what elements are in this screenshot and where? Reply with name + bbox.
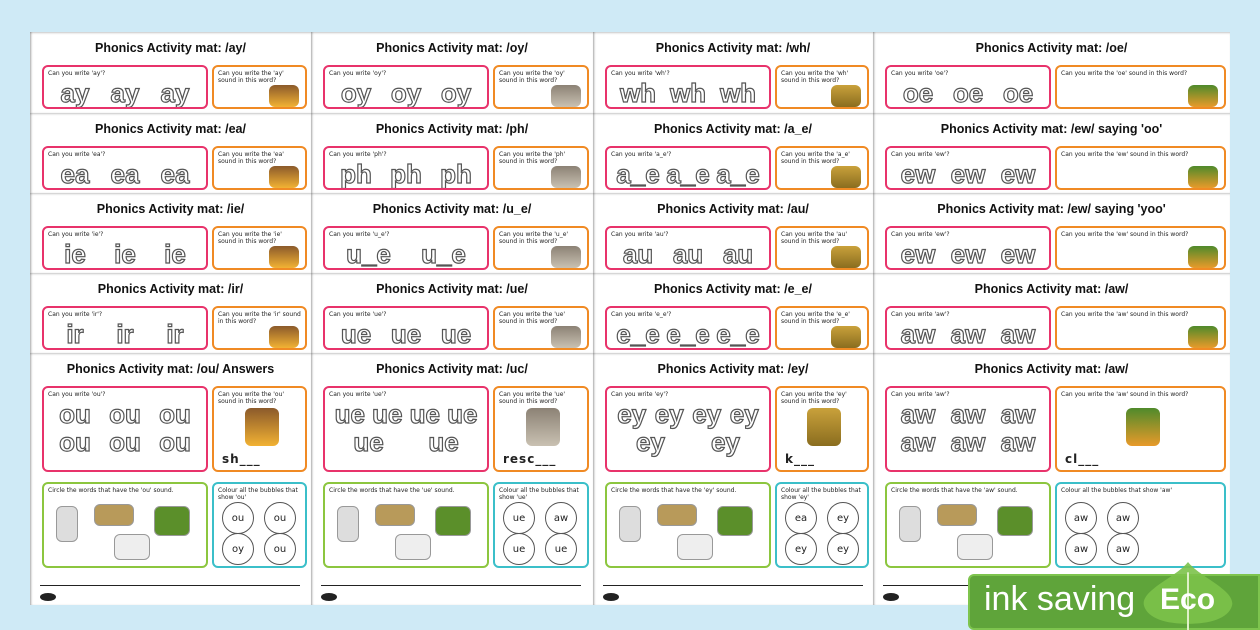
word-prompt: Can you write the 'ea' sound in this word?	[218, 151, 284, 165]
tracing-letter: oy	[440, 78, 472, 108]
tracing-letter: ew	[900, 239, 936, 269]
tracing-letter: oe	[1002, 78, 1034, 108]
write-word-box	[493, 386, 589, 472]
activity-mat-sheet[interactable]	[30, 273, 311, 353]
sheet-title: Phonics Activity mat: /ay/	[95, 41, 246, 55]
tracing-letter: oy	[340, 78, 372, 108]
sound-bubble[interactable]: ey	[827, 502, 859, 534]
sound-bubble[interactable]: ea	[785, 502, 817, 534]
activity-picture-icon	[937, 504, 977, 526]
word-picture-icon	[831, 326, 861, 348]
sheet-title: Phonics Activity mat: /a_e/	[654, 122, 812, 136]
write-letters-box	[323, 306, 489, 350]
tracing-letter: ey	[692, 399, 722, 429]
tracing-letter: ue	[447, 399, 478, 429]
write-word-box	[493, 146, 589, 190]
sound-bubble[interactable]: ue	[503, 533, 535, 565]
sound-bubble[interactable]: ou	[264, 533, 296, 565]
tracing-letter: ie	[64, 239, 86, 269]
activity-mat-sheet[interactable]	[311, 32, 593, 113]
word-picture-icon	[269, 326, 299, 348]
word-hint: sh___	[222, 452, 261, 466]
tracing-letter: a_e	[616, 159, 660, 189]
write-letters-box	[605, 226, 771, 270]
footer-line	[603, 585, 863, 586]
write-prompt: Can you write 'aw'?	[891, 391, 950, 398]
write-word-box	[212, 146, 307, 190]
tracing-letter: ey	[636, 427, 665, 457]
activity-picture-icon	[957, 534, 993, 560]
tracing-letter: au	[722, 239, 754, 269]
word-picture-icon	[1188, 246, 1218, 268]
write-prompt: Can you write 'ph'?	[329, 151, 387, 158]
write-letters-box	[42, 226, 208, 270]
write-word-box	[212, 306, 307, 350]
activity-picture-icon	[899, 506, 921, 542]
word-prompt: Can you write the 'ou' sound in this word?	[218, 391, 285, 405]
tracing-letter: oe	[952, 78, 984, 108]
word-picture-icon	[1126, 408, 1160, 446]
write-letters-box	[885, 146, 1051, 190]
activity-mat-sheet[interactable]	[593, 353, 873, 605]
write-prompt: Can you write 'ay'?	[48, 70, 106, 77]
tracing-letter: ey	[617, 399, 647, 429]
tracing-letters	[613, 320, 763, 348]
sound-bubble[interactable]: ou	[264, 502, 296, 534]
write-word-box	[1055, 146, 1226, 190]
tracing-letters	[893, 400, 1043, 456]
write-word-box	[212, 386, 307, 472]
activity-mat-sheet[interactable]	[593, 193, 873, 273]
tracing-letter: ie	[164, 239, 186, 269]
write-word-box	[1055, 65, 1226, 109]
colour-bubbles-box	[212, 482, 307, 568]
tracing-letter: ue	[390, 319, 422, 349]
write-prompt: Can you write 'e_e'?	[611, 311, 672, 318]
activity-picture-icon	[395, 534, 431, 560]
tracing-letter: ir	[166, 319, 184, 349]
tracing-letter: ir	[116, 319, 134, 349]
write-prompt: Can you write 'ew'?	[891, 151, 950, 158]
tracing-letter: au	[672, 239, 704, 269]
word-prompt: Can you write the 'oy' sound in this word?	[499, 70, 565, 84]
circle-words-box	[885, 482, 1051, 568]
tracing-letter: aw	[900, 319, 936, 349]
sound-bubble[interactable]: ey	[785, 533, 817, 565]
word-picture-icon	[269, 166, 299, 188]
activity-mat-sheet[interactable]	[873, 32, 1230, 113]
tracing-letter: ue	[372, 399, 403, 429]
write-prompt: Can you write 'ue'?	[329, 311, 387, 318]
write-word-box	[775, 146, 869, 190]
activity-mat-sheet[interactable]	[593, 113, 873, 193]
tracing-letter: aw	[950, 427, 986, 457]
activity-mat-sheet[interactable]	[311, 353, 593, 605]
tracing-letters	[893, 320, 1043, 348]
write-prompt: Can you write 'ie'?	[48, 231, 104, 238]
word-prompt: Can you write the 'ew' sound in this word?	[1061, 151, 1189, 158]
tracing-letter: ey	[654, 399, 684, 429]
tracing-letter: aw	[1000, 319, 1036, 349]
write-letters-box	[605, 65, 771, 109]
sound-bubble[interactable]: ue	[545, 533, 577, 565]
word-picture-icon	[551, 166, 581, 188]
tracing-letter: ew	[1000, 239, 1036, 269]
write-prompt: Can you write 'ey'?	[611, 391, 669, 398]
word-prompt: Can you write the 'au' sound in this word?	[781, 231, 848, 245]
write-letters-box	[323, 386, 489, 472]
word-picture-icon	[551, 85, 581, 107]
sheet-title: Phonics Activity mat: /ir/	[97, 282, 244, 296]
sheet-title: Phonics Activity mat: /aw/	[974, 362, 1129, 376]
word-picture-icon	[269, 85, 299, 107]
word-picture-icon	[526, 408, 560, 446]
circle-words-box	[323, 482, 489, 568]
bubble-prompt: Colour all the bubbles that show 'ey'	[781, 487, 861, 501]
tracing-letter: ey	[729, 399, 759, 429]
write-prompt: Can you write 'a_e'?	[611, 151, 672, 158]
tracing-letter: ea	[110, 159, 140, 189]
tracing-letter: ea	[60, 159, 90, 189]
word-picture-icon	[551, 246, 581, 268]
tracing-letter: ph	[340, 159, 372, 189]
tracing-letter: ue	[440, 319, 472, 349]
bubble-prompt: Colour all the bubbles that show 'ou'	[218, 487, 298, 501]
sheet-title: Phonics Activity mat: /uc/	[376, 362, 528, 376]
word-prompt: Can you write the 'aw' sound in this word?	[1061, 391, 1189, 398]
sheet-title: Phonics Activity mat: /ie/	[96, 202, 245, 216]
tracing-letter: ue	[334, 399, 365, 429]
write-letters-box	[42, 65, 208, 109]
activity-picture-icon	[657, 504, 697, 526]
word-picture-icon	[269, 246, 299, 268]
tracing-letters	[50, 160, 200, 188]
activity-mat-sheet[interactable]	[593, 32, 873, 113]
tracing-letter: ew	[950, 239, 986, 269]
word-prompt: Can you write the 'aw' sound in this word?	[1061, 311, 1189, 318]
activity-mat-sheet[interactable]	[30, 113, 311, 193]
write-prompt: Can you write 'au'?	[611, 231, 669, 238]
tracing-letters	[893, 79, 1043, 107]
activity-mat-sheet[interactable]	[30, 193, 311, 273]
word-picture-icon	[831, 85, 861, 107]
ink-saving-label: ink saving	[984, 580, 1136, 618]
write-letters-box	[323, 146, 489, 190]
twinkl-logo-icon	[40, 593, 56, 601]
tracing-letter: ou	[159, 399, 191, 429]
tracing-letters	[613, 240, 763, 268]
sheet-title: Phonics Activity mat: /ea/	[95, 122, 246, 136]
activity-picture-icon	[717, 506, 753, 536]
tracing-letter: aw	[1000, 399, 1036, 429]
word-picture-icon	[831, 246, 861, 268]
word-hint: resc___	[503, 452, 557, 466]
write-letters-box	[42, 386, 208, 472]
word-picture-icon	[1188, 326, 1218, 348]
sheet-title: Phonics Activity mat: /ey/	[657, 362, 809, 376]
activity-picture-icon	[337, 506, 359, 542]
tracing-letter: ou	[109, 427, 141, 457]
tracing-letter: aw	[950, 399, 986, 429]
word-prompt: Can you write the 'ue' sound in this word?	[499, 391, 566, 405]
write-letters-box	[605, 146, 771, 190]
write-letters-box	[885, 226, 1051, 270]
sheet-title: Phonics Activity mat: /ph/	[375, 122, 529, 136]
write-word-box	[1055, 306, 1226, 350]
write-prompt: Can you write 'ew'?	[891, 231, 950, 238]
circle-words-box	[42, 482, 208, 568]
tracing-letter: aw	[900, 427, 936, 457]
sheet-title: Phonics Activity mat: /ou/ Answers	[66, 362, 275, 376]
tracing-letter: wh	[619, 78, 657, 108]
circle-prompt: Circle the words that have the 'aw' sound.	[891, 487, 1018, 494]
tracing-letter: a_e	[666, 159, 710, 189]
write-word-box	[493, 65, 589, 109]
sound-bubble[interactable]: aw	[1065, 533, 1097, 565]
tracing-letters	[613, 79, 763, 107]
write-letters-box	[323, 65, 489, 109]
activity-mat-sheet[interactable]	[593, 273, 873, 353]
word-prompt: Can you write the 'ay' sound in this word?	[218, 70, 284, 84]
write-prompt: Can you write 'ir'?	[48, 311, 103, 318]
word-prompt: Can you write the 'ie' sound in this word?	[218, 231, 282, 245]
word-picture-icon	[831, 166, 861, 188]
write-letters-box	[885, 306, 1051, 350]
write-prompt: Can you write 'oe'?	[891, 70, 949, 77]
tracing-letter: ew	[900, 159, 936, 189]
activity-picture-icon	[375, 504, 415, 526]
write-letters-box	[42, 146, 208, 190]
sheet-title: Phonics Activity mat: /oe/	[975, 41, 1128, 55]
write-prompt: Can you write 'ea'?	[48, 151, 106, 158]
tracing-letter: oy	[390, 78, 422, 108]
write-prompt: Can you write 'u_e'?	[329, 231, 390, 238]
activity-picture-icon	[154, 506, 190, 536]
sound-bubble[interactable]: ue	[503, 502, 535, 534]
sheet-title: Phonics Activity mat: /e_e/	[654, 282, 812, 296]
tracing-letter: ew	[950, 159, 986, 189]
word-prompt: Can you write the 'oe' sound in this word?	[1061, 70, 1188, 77]
write-prompt: Can you write 'ue'?	[329, 391, 387, 398]
sheet-title: Phonics Activity mat: /au/	[657, 202, 809, 216]
word-picture-icon	[807, 408, 841, 446]
sound-bubble[interactable]: aw	[1107, 502, 1139, 534]
tracing-letter: wh	[719, 78, 757, 108]
write-word-box	[493, 306, 589, 350]
activity-mat-sheet[interactable]	[873, 193, 1230, 273]
activity-picture-icon	[114, 534, 150, 560]
word-hint: cl___	[1065, 452, 1100, 466]
write-letters-box	[42, 306, 208, 350]
activity-mat-sheet[interactable]	[311, 193, 593, 273]
tracing-letter: e_e	[666, 319, 710, 349]
circle-words-box	[605, 482, 771, 568]
sheet-title: Phonics Activity mat: /ew/ saying 'oo'	[940, 122, 1163, 136]
write-word-box	[775, 386, 869, 472]
tracing-letter: ph	[390, 159, 422, 189]
tracing-letter: ue	[353, 427, 384, 457]
write-letters-box	[605, 306, 771, 350]
sheet-title: Phonics Activity mat: /oy/	[376, 41, 528, 55]
tracing-letter: e_e	[616, 319, 660, 349]
tracing-letters	[893, 240, 1043, 268]
write-letters-box	[605, 386, 771, 472]
tracing-letter: u_e	[421, 239, 466, 269]
word-prompt: Can you write the 'a_e' sound in this word?	[781, 151, 850, 165]
write-word-box	[493, 226, 589, 270]
word-picture-icon	[245, 408, 279, 446]
twinkl-logo-icon	[321, 593, 337, 601]
tracing-letter: ue	[428, 427, 459, 457]
write-prompt: Can you write 'aw'?	[891, 311, 950, 318]
eco-badge-label: Eco	[1160, 583, 1216, 616]
footer-line	[321, 585, 581, 586]
tracing-letter: ea	[160, 159, 190, 189]
activity-picture-icon	[677, 534, 713, 560]
tracing-letter: ou	[59, 399, 91, 429]
colour-bubbles-box	[1055, 482, 1226, 568]
tracing-letters	[613, 400, 763, 456]
tracing-letter: ir	[66, 319, 84, 349]
write-prompt: Can you write 'oy'?	[329, 70, 387, 77]
tracing-letter: ou	[159, 427, 191, 457]
sheet-title: Phonics Activity mat: /ew/ saying 'yoo'	[937, 202, 1166, 216]
word-prompt: Can you write the 'ey' sound in this word?	[781, 391, 847, 405]
tracing-letters	[50, 240, 200, 268]
write-letters-box	[885, 386, 1051, 472]
tracing-letters	[331, 320, 481, 348]
tracing-letters	[331, 240, 481, 268]
word-prompt: Can you write the 'ue' sound in this word?	[499, 311, 566, 325]
write-word-box	[212, 65, 307, 109]
word-prompt: Can you write the 'ew' sound in this word?	[1061, 231, 1189, 238]
tracing-letters	[50, 79, 200, 107]
activity-mat-sheet[interactable]	[30, 353, 311, 605]
tracing-letter: ay	[60, 78, 90, 108]
tracing-letters	[893, 160, 1043, 188]
word-prompt: Can you write the 'e_e' sound in this word?	[781, 311, 850, 325]
write-word-box	[1055, 386, 1226, 472]
write-word-box	[775, 306, 869, 350]
tracing-letters	[331, 400, 481, 456]
tracing-letter: aw	[900, 399, 936, 429]
circle-prompt: Circle the words that have the 'ue' sound.	[329, 487, 455, 494]
sound-bubble[interactable]: ou	[222, 502, 254, 534]
colour-bubbles-box	[775, 482, 869, 568]
tracing-letter: u_e	[346, 239, 391, 269]
tracing-letter: ay	[110, 78, 140, 108]
twinkl-logo-icon	[603, 593, 619, 601]
write-letters-box	[323, 226, 489, 270]
activity-picture-icon	[56, 506, 78, 542]
activity-picture-icon	[997, 506, 1033, 536]
tracing-letters	[331, 160, 481, 188]
tracing-letters	[50, 320, 200, 348]
tracing-letter: a_e	[716, 159, 760, 189]
tracing-letter: ew	[1000, 159, 1036, 189]
word-picture-icon	[551, 326, 581, 348]
sheet-title: Phonics Activity mat: /wh/	[655, 41, 811, 55]
footer-line	[40, 585, 300, 586]
twinkl-logo-icon	[883, 593, 899, 601]
bubble-prompt: Colour all the bubbles that show 'ue'	[499, 487, 579, 501]
sound-bubble[interactable]: aw	[545, 502, 577, 534]
write-prompt: Can you write 'ou'?	[48, 391, 106, 398]
activity-mat-sheet[interactable]	[873, 113, 1230, 193]
activity-mat-sheet[interactable]	[311, 113, 593, 193]
activity-mat-sheet[interactable]	[311, 273, 593, 353]
sound-bubble[interactable]: aw	[1065, 502, 1097, 534]
colour-bubbles-box	[493, 482, 589, 568]
tracing-letter: ue	[409, 399, 440, 429]
word-prompt: Can you write the 'u_e' sound in this word?	[499, 231, 569, 245]
word-prompt: Can you write the 'ph' sound in this word?	[499, 151, 566, 165]
word-picture-icon	[1188, 85, 1218, 107]
tracing-letters	[50, 400, 200, 456]
word-prompt: Can you write the 'wh' sound in this word?	[781, 70, 849, 84]
write-word-box	[1055, 226, 1226, 270]
tracing-letter: au	[622, 239, 654, 269]
tracing-letter: ue	[340, 319, 372, 349]
tracing-letter: ey	[711, 427, 740, 457]
sound-bubble[interactable]: aw	[1107, 533, 1139, 565]
sheet-title: Phonics Activity mat: /aw/	[974, 282, 1129, 296]
circle-prompt: Circle the words that have the 'ou' sound.	[48, 487, 174, 494]
word-prompt: Can you write the 'ir' sound in this word?	[218, 311, 301, 325]
tracing-letter: aw	[1000, 427, 1036, 457]
activity-picture-icon	[619, 506, 641, 542]
activity-picture-icon	[435, 506, 471, 536]
tracing-letter: ou	[59, 427, 91, 457]
sound-bubble[interactable]: ey	[827, 533, 859, 565]
write-prompt: Can you write 'wh'?	[611, 70, 670, 77]
sheet-title: Phonics Activity mat: /ue/	[376, 282, 528, 296]
tracing-letter: ie	[114, 239, 136, 269]
write-word-box	[212, 226, 307, 270]
write-word-box	[775, 226, 869, 270]
tracing-letter: ph	[440, 159, 472, 189]
bubble-prompt: Colour all the bubbles that show 'aw'	[1061, 487, 1173, 494]
tracing-letters	[331, 79, 481, 107]
activity-picture-icon	[94, 504, 134, 526]
word-picture-icon	[1188, 166, 1218, 188]
activity-mat-sheet[interactable]	[873, 273, 1230, 353]
word-hint: k___	[785, 452, 815, 466]
tracing-letter: oe	[902, 78, 934, 108]
tracing-letters	[613, 160, 763, 188]
sheet-title: Phonics Activity mat: /u_e/	[372, 202, 532, 216]
write-word-box	[775, 65, 869, 109]
write-letters-box	[885, 65, 1051, 109]
tracing-letter: aw	[950, 319, 986, 349]
tracing-letter: e_e	[716, 319, 760, 349]
tracing-letter: ou	[109, 399, 141, 429]
tracing-letter: ay	[160, 78, 190, 108]
activity-mat-sheet[interactable]	[30, 32, 311, 113]
tracing-letter: wh	[669, 78, 707, 108]
circle-prompt: Circle the words that have the 'ey' sound.	[611, 487, 737, 494]
sound-bubble[interactable]: oy	[222, 533, 254, 565]
